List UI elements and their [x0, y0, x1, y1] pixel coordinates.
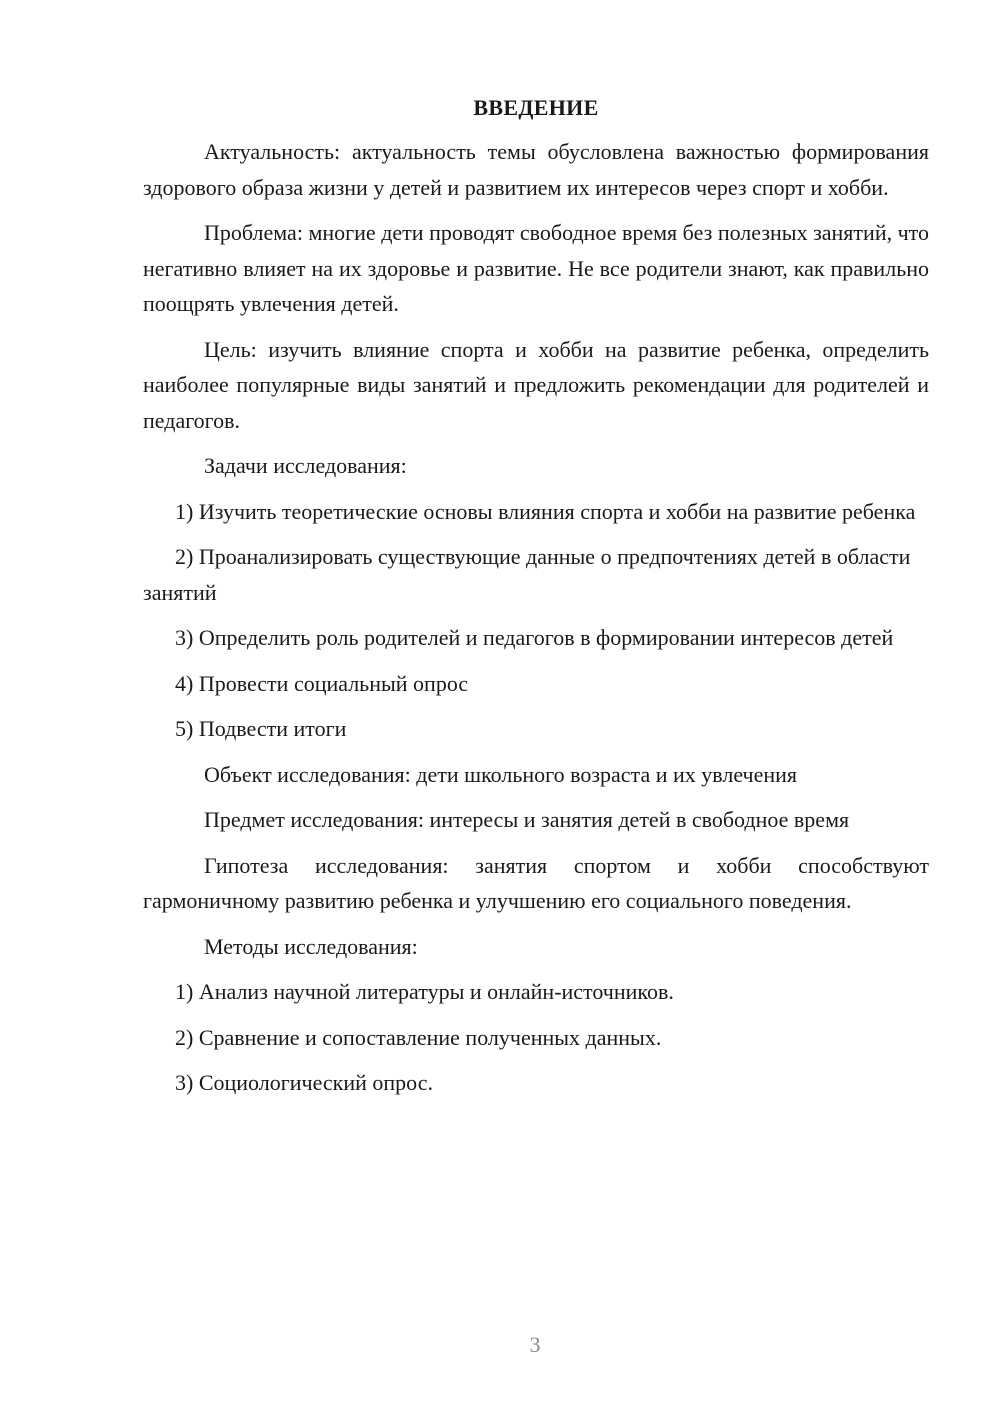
- document-page: [143, 90, 929, 1111]
- method-item: 1) Анализ научной литературы и онлайн-источников.: [175, 979, 674, 1004]
- task-item: 1) Изучить теоретические основы влияния спорта и хобби на развитие ребенка: [175, 498, 916, 524]
- method-item: 2) Сравнение и сопоставление полученных данных.: [175, 1024, 662, 1050]
- page-number: 3: [529, 1332, 541, 1357]
- document-title: ВВЕДЕНИЕ: [473, 95, 599, 120]
- problem-paragraph: Проблема: многие дети проводят свободное время без полезных занятий, что негативно влияет на их здоровье и развитие. Не все родители знают, как правильно поощрять увлечения детей.: [143, 220, 929, 316]
- hypothesis-paragraph: Гипотеза исследования: занятия спортом и хобби способствуют гармоничному развитию ребенка и улучшению его социального поведения.: [143, 852, 929, 913]
- subject-paragraph: Предмет исследования: интересы и занятия детей в свободное время: [204, 807, 850, 832]
- method-item: 3) Социологический опрос.: [175, 1070, 433, 1095]
- methods-heading: Методы исследования:: [204, 933, 418, 959]
- task-item: 5) Подвести итоги: [175, 716, 347, 741]
- task-item: 2) Проанализировать существующие данные о предпочтениях детей в области занятий: [143, 544, 911, 605]
- tasks-heading: Задачи исследования:: [204, 453, 407, 478]
- object-paragraph: Объект исследования: дети школьного возраста и их увлечения: [204, 761, 798, 787]
- task-item: 3) Определить роль родителей и педагогов в формировании интересов детей: [175, 625, 894, 650]
- task-item: 4) Провести социальный опрос: [175, 670, 469, 696]
- goal-paragraph: Цель: изучить влияние спорта и хобби на развитие ребенка, определить наиболее популярные виды занятий и предложить рекомендации для родителей и педагогов.: [143, 336, 929, 433]
- relevance-paragraph: Актуальность: актуальность темы обусловлена важностью формирования здорового образа жизни у детей и развитием их интересов через спорт и хобби.: [143, 139, 929, 200]
